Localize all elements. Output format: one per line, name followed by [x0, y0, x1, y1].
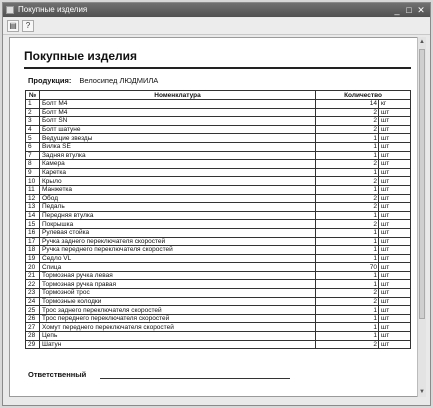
- row-unit: шт: [379, 306, 411, 315]
- row-name: Тормозные колодки: [40, 297, 316, 306]
- row-num: 26: [26, 314, 40, 323]
- vertical-scrollbar[interactable]: [417, 37, 426, 397]
- close-icon[interactable]: ✕: [417, 5, 425, 15]
- row-qty: 1: [316, 254, 379, 263]
- row-qty: 1: [316, 323, 379, 332]
- row-num: 23: [26, 289, 40, 298]
- row-qty: 2: [316, 117, 379, 126]
- row-num: 20: [26, 263, 40, 272]
- table-row: [26, 194, 411, 203]
- row-num: 11: [26, 185, 40, 194]
- table-row: [26, 100, 411, 109]
- row-unit: шт: [379, 228, 411, 237]
- row-unit: шт: [379, 220, 411, 229]
- column-header-qty: Количество: [316, 91, 411, 100]
- row-num: 13: [26, 203, 40, 212]
- row-qty: 14: [316, 100, 379, 109]
- table-row: [26, 323, 411, 332]
- row-name: Седло VL: [40, 254, 316, 263]
- row-qty: 1: [316, 271, 379, 280]
- table-row: [26, 134, 411, 143]
- row-name: Ведущие звезды: [40, 134, 316, 143]
- table-row: [26, 289, 411, 298]
- print-icon[interactable]: ▤: [7, 20, 19, 32]
- row-num: 9: [26, 168, 40, 177]
- table-row: [26, 297, 411, 306]
- row-qty: 1: [316, 306, 379, 315]
- row-qty: 1: [316, 168, 379, 177]
- row-name: Спица: [40, 263, 316, 272]
- row-unit: шт: [379, 134, 411, 143]
- row-qty: 1: [316, 332, 379, 341]
- row-name: Болт М4: [40, 108, 316, 117]
- row-name: Хомут переднего переключателя скоростей: [40, 323, 316, 332]
- row-num: 16: [26, 228, 40, 237]
- table-row: [26, 340, 411, 349]
- scroll-thumb[interactable]: [419, 49, 425, 319]
- row-name: Ручка заднего переключателя скоростей: [40, 237, 316, 246]
- row-name: Трос заднего переключателя скоростей: [40, 306, 316, 315]
- row-qty: 1: [316, 211, 379, 220]
- table-row: [26, 237, 411, 246]
- row-qty: 1: [316, 246, 379, 255]
- row-num: 10: [26, 177, 40, 186]
- row-qty: 1: [316, 134, 379, 143]
- row-name: Каретка: [40, 168, 316, 177]
- maximize-icon[interactable]: □: [406, 5, 412, 15]
- table-row: [26, 151, 411, 160]
- table-row: [26, 280, 411, 289]
- table-row: [26, 142, 411, 151]
- row-unit: шт: [379, 297, 411, 306]
- row-num: 2: [26, 108, 40, 117]
- row-unit: шт: [379, 289, 411, 298]
- window-title: Покупные изделия: [18, 5, 88, 14]
- row-unit: шт: [379, 203, 411, 212]
- report-document: [9, 37, 418, 397]
- row-name: Задняя втулка: [40, 151, 316, 160]
- row-unit: шт: [379, 160, 411, 169]
- product-label: Продукция:: [28, 76, 72, 85]
- table-header-row: [26, 91, 411, 100]
- row-qty: 2: [316, 340, 379, 349]
- report-heading: Покупные изделия: [24, 49, 138, 63]
- row-qty: 2: [316, 220, 379, 229]
- row-num: 22: [26, 280, 40, 289]
- table-row: [26, 125, 411, 134]
- table-row: [26, 108, 411, 117]
- row-num: 15: [26, 220, 40, 229]
- row-qty: 2: [316, 177, 379, 186]
- row-unit: шт: [379, 332, 411, 341]
- row-unit: шт: [379, 177, 411, 186]
- row-name: Болт М4: [40, 100, 316, 109]
- row-num: 1: [26, 100, 40, 109]
- row-qty: 2: [316, 203, 379, 212]
- column-header-name: Номенклатура: [40, 91, 316, 100]
- row-name: Передняя втулка: [40, 211, 316, 220]
- row-unit: шт: [379, 314, 411, 323]
- table-row: [26, 220, 411, 229]
- row-name: Вилка SE: [40, 142, 316, 151]
- row-unit: шт: [379, 142, 411, 151]
- product-value: Велосипед ЛЮДМИЛА: [79, 76, 159, 85]
- product-line: [28, 76, 158, 85]
- row-unit: шт: [379, 185, 411, 194]
- table-row: [26, 263, 411, 272]
- title-bar[interactable]: [3, 3, 430, 17]
- row-name: Тормозной трос: [40, 289, 316, 298]
- row-name: Обод: [40, 194, 316, 203]
- table-row: [26, 185, 411, 194]
- row-unit: шт: [379, 237, 411, 246]
- row-name: Рулевая стойка: [40, 228, 316, 237]
- row-name: Камера: [40, 160, 316, 169]
- row-num: 17: [26, 237, 40, 246]
- row-name: Болт шатуне: [40, 125, 316, 134]
- scroll-up-icon[interactable]: ▲: [419, 39, 425, 45]
- row-num: 14: [26, 211, 40, 220]
- row-num: 18: [26, 246, 40, 255]
- row-num: 7: [26, 151, 40, 160]
- row-name: Цепь: [40, 332, 316, 341]
- row-unit: шт: [379, 168, 411, 177]
- row-num: 6: [26, 142, 40, 151]
- row-qty: 1: [316, 151, 379, 160]
- row-num: 4: [26, 125, 40, 134]
- row-unit: шт: [379, 151, 411, 160]
- row-num: 27: [26, 323, 40, 332]
- table-row: [26, 314, 411, 323]
- responsible-label: Ответственный: [28, 370, 87, 379]
- help-button[interactable]: ?: [22, 20, 34, 32]
- row-unit: шт: [379, 211, 411, 220]
- row-qty: 2: [316, 297, 379, 306]
- column-header-num: №: [26, 91, 40, 100]
- table-row: [26, 332, 411, 341]
- row-unit: шт: [379, 280, 411, 289]
- row-unit: шт: [379, 254, 411, 263]
- row-name: Тормозная ручка правая: [40, 280, 316, 289]
- row-unit: шт: [379, 271, 411, 280]
- row-num: 5: [26, 134, 40, 143]
- row-qty: 2: [316, 108, 379, 117]
- row-num: 28: [26, 332, 40, 341]
- row-num: 24: [26, 297, 40, 306]
- row-qty: 1: [316, 280, 379, 289]
- table-row: [26, 254, 411, 263]
- table-row: [26, 160, 411, 169]
- row-qty: 70: [316, 263, 379, 272]
- row-num: 29: [26, 340, 40, 349]
- table-row: [26, 306, 411, 315]
- report-window: [2, 2, 431, 406]
- row-num: 12: [26, 194, 40, 203]
- table-row: [26, 271, 411, 280]
- table-row: [26, 246, 411, 255]
- row-num: 3: [26, 117, 40, 126]
- row-qty: 2: [316, 194, 379, 203]
- table-row: [26, 228, 411, 237]
- row-unit: шт: [379, 108, 411, 117]
- table-row: [26, 211, 411, 220]
- signature-line: [100, 378, 290, 379]
- app-icon: [6, 6, 14, 14]
- row-name: Болт SN: [40, 117, 316, 126]
- row-qty: 1: [316, 142, 379, 151]
- toolbar: [3, 18, 430, 35]
- row-qty: 2: [316, 125, 379, 134]
- table-row: [26, 177, 411, 186]
- scroll-down-icon[interactable]: ▼: [419, 389, 425, 395]
- table-row: [26, 203, 411, 212]
- row-name: Тормозная ручка левая: [40, 271, 316, 280]
- row-num: 8: [26, 160, 40, 169]
- row-num: 25: [26, 306, 40, 315]
- row-qty: 1: [316, 228, 379, 237]
- items-table: [25, 90, 411, 349]
- row-unit: шт: [379, 323, 411, 332]
- row-unit: шт: [379, 117, 411, 126]
- row-unit: шт: [379, 263, 411, 272]
- row-name: Педаль: [40, 203, 316, 212]
- table-row: [26, 168, 411, 177]
- row-name: Покрышка: [40, 220, 316, 229]
- row-unit: шт: [379, 194, 411, 203]
- row-unit: шт: [379, 340, 411, 349]
- row-qty: 1: [316, 185, 379, 194]
- row-name: Ручка переднего переключателя скоростей: [40, 246, 316, 255]
- heading-rule: [24, 67, 411, 69]
- row-name: Манжетка: [40, 185, 316, 194]
- row-name: Шатун: [40, 340, 316, 349]
- row-unit: шт: [379, 125, 411, 134]
- row-qty: 2: [316, 160, 379, 169]
- table-row: [26, 117, 411, 126]
- row-name: Крыло: [40, 177, 316, 186]
- row-unit: шт: [379, 246, 411, 255]
- row-qty: 1: [316, 314, 379, 323]
- row-qty: 1: [316, 237, 379, 246]
- row-unit: кг: [379, 100, 411, 109]
- row-num: 19: [26, 254, 40, 263]
- minimize-icon[interactable]: _: [394, 5, 400, 15]
- row-qty: 2: [316, 289, 379, 298]
- row-num: 21: [26, 271, 40, 280]
- row-name: Трос переднего переключателя скоростей: [40, 314, 316, 323]
